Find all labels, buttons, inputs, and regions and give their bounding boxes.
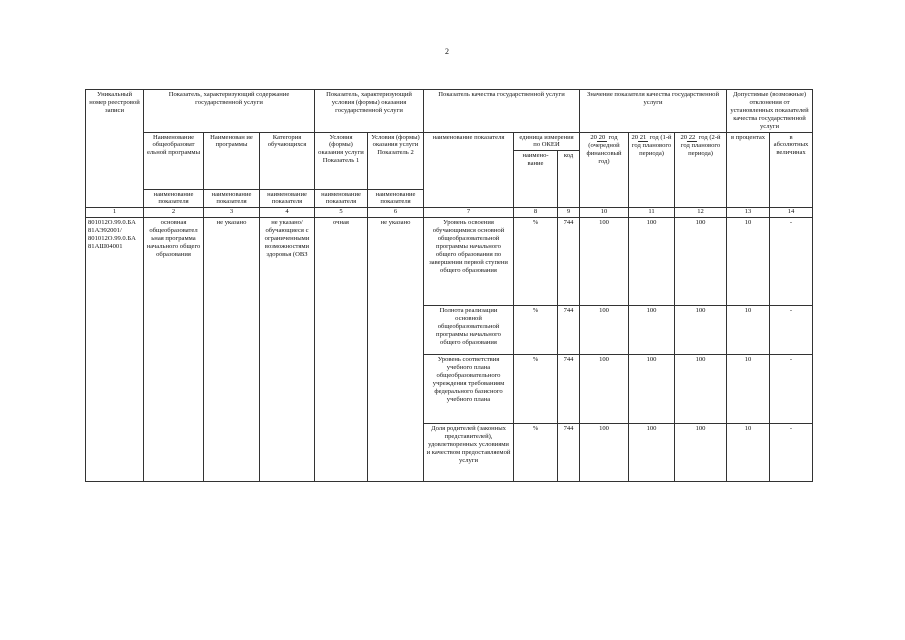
record-condition1: очная <box>315 218 368 482</box>
value-year2-cell: 100 <box>629 355 675 424</box>
value-year1-cell: 100 <box>580 355 629 424</box>
indicator-name-cell: Полнота реализации основной общеобразовательной программы начального общего образования <box>424 306 514 355</box>
col-number: 7 <box>424 208 514 218</box>
unit-cell: % <box>514 218 558 306</box>
in-percent-header: в процентах <box>727 132 770 208</box>
indicator-name-cell: Уровень освоения обучающимися основной общеобразовательной программы начального общего образования по завершении первой ступени общего образования <box>424 218 514 306</box>
record-program: не указано <box>204 218 260 482</box>
year1-value: 20 <box>598 133 606 141</box>
col-number: 13 <box>727 208 770 218</box>
record-program-name: основная общеобразовател ьная программа начального общего образования <box>144 218 204 482</box>
value-year3-cell: 100 <box>675 218 727 306</box>
unique-number-header: Уникальный номер реестровой записи <box>86 90 144 208</box>
code-cell: 744 <box>558 306 580 355</box>
record-condition2: не указано <box>368 218 424 482</box>
percent-cell: 10 <box>727 306 770 355</box>
quality-indicator-header: Показатель качества государственной услуги <box>424 90 580 133</box>
value-year2-cell: 100 <box>629 218 675 306</box>
value-year2-cell: 100 <box>629 306 675 355</box>
value-year3-cell: 100 <box>675 424 727 482</box>
table-row <box>86 218 813 306</box>
col-number: 8 <box>514 208 558 218</box>
page-number: 2 <box>445 47 449 56</box>
absolute-cell: - <box>770 218 813 306</box>
absolute-cell: - <box>770 306 813 355</box>
unit-okei-header: единица измерения по ОКЕИ <box>514 132 580 151</box>
col-number: 2 <box>144 208 204 218</box>
code-cell: 744 <box>558 355 580 424</box>
content-indicator-header: Показатель, характеризующий содержание государственной услуги <box>144 90 315 133</box>
percent-cell: 10 <box>727 424 770 482</box>
column-numbers-row <box>86 208 813 218</box>
conditions-indicator-header: Показатель, характеризующий условия (формы) оказания государственной услуги <box>315 90 424 133</box>
year3-header: 20 22 год (2-й год планового периода) <box>675 132 727 208</box>
absolute-cell: - <box>770 424 813 482</box>
value-year1-cell: 100 <box>580 218 629 306</box>
col-number: 4 <box>260 208 315 218</box>
value-year3-cell: 100 <box>675 355 727 424</box>
col-number: 1 <box>86 208 144 218</box>
unit-cell: % <box>514 355 558 424</box>
code-cell: 744 <box>558 218 580 306</box>
value-year1-cell: 100 <box>580 424 629 482</box>
col-number: 6 <box>368 208 424 218</box>
percent-cell: 10 <box>727 218 770 306</box>
col-number: 10 <box>580 208 629 218</box>
sub-indicator-name-5: наименование показателя <box>315 189 368 208</box>
col-number: 11 <box>629 208 675 218</box>
deviations-header: Допустимые (возможные) отклонения от установленных показателей качества государственной услуги <box>727 90 813 133</box>
year2-value: 21 <box>639 133 647 141</box>
unit-cell: % <box>514 424 558 482</box>
code-cell: 744 <box>558 424 580 482</box>
value-year3-cell: 100 <box>675 306 727 355</box>
sub-indicator-name-6: наименование показателя <box>368 189 424 208</box>
value-year2-cell: 100 <box>629 424 675 482</box>
value-year1-cell: 100 <box>580 306 629 355</box>
condition2-subheader: Условия (формы) оказания услуги Показатель 2 <box>368 132 424 189</box>
indicator-name-cell: Уровень соответствия учебного плана общеобразовательного учреждения требованиям федерального базисного учебного плана <box>424 355 514 424</box>
year1-header: 20 20 год (очередной финансовый год) <box>580 132 629 208</box>
sub-indicator-name-2: наименование показателя <box>144 189 204 208</box>
col-number: 14 <box>770 208 813 218</box>
unit-name-header: наимено-вание <box>514 151 558 208</box>
absolute-cell: - <box>770 355 813 424</box>
year3-value: 22 <box>688 133 696 141</box>
header-row-1 <box>86 90 813 133</box>
col-number: 3 <box>204 208 260 218</box>
program-subheader: Наименован ие программы <box>204 132 260 189</box>
col-number: 5 <box>315 208 368 218</box>
indicator-name-cell: Доля родителей (законных представителей), удовлетворенных условиями и качеством предоставляемой услуги <box>424 424 514 482</box>
record-unique-number: 801012О.99.0.БА 81АЭ92001/ 801012О.99.0.БА 81АШ04001 <box>86 218 144 482</box>
program-name-subheader: Наименование общеобразоват ельной программы <box>144 132 204 189</box>
percent-cell: 10 <box>727 355 770 424</box>
unit-code-header: код <box>558 151 580 208</box>
unit-cell: % <box>514 306 558 355</box>
category-subheader: Категория обучающихся <box>260 132 315 189</box>
quality-indicators-table <box>85 89 813 482</box>
sub-indicator-name-3: наименование показателя <box>204 189 260 208</box>
col-number: 12 <box>675 208 727 218</box>
year2-header: 20 21 год (1-й год планового периода) <box>629 132 675 208</box>
in-absolute-header: в абсолютных величинах <box>770 132 813 208</box>
quality-value-header: Значение показателя качества государственной услуги <box>580 90 727 133</box>
header-row-2 <box>86 132 813 151</box>
record-category: не указано/ обучающиеся с ограниченными возможностями здоровья (ОВЗ <box>260 218 315 482</box>
sub-indicator-name-4: наименование показателя <box>260 189 315 208</box>
condition1-subheader: Условия (формы) оказания услуги Показатель 1 <box>315 132 368 189</box>
col-number: 9 <box>558 208 580 218</box>
indicator-name-header: наименование показателя <box>424 132 514 208</box>
